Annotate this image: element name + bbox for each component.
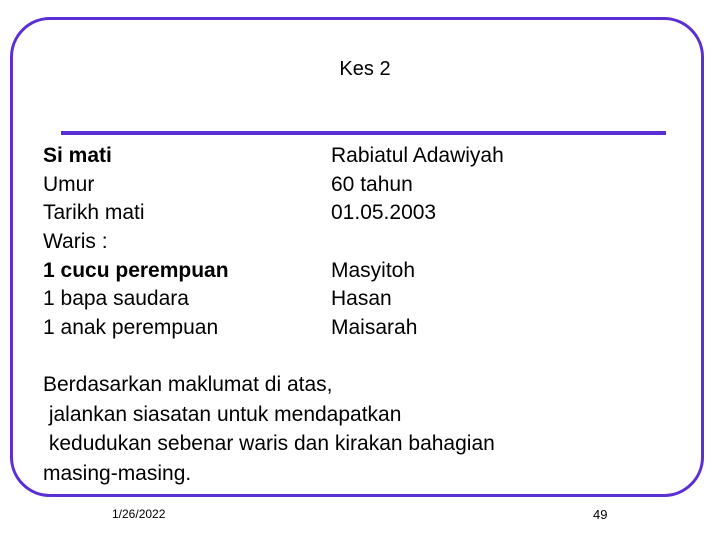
- slide-title: Kes 2: [339, 58, 391, 80]
- page-number: 49: [593, 507, 608, 522]
- instruction-text: [43, 370, 495, 488]
- label-tarikh-mati: Tarikh mati: [43, 201, 145, 225]
- value-tarikh-mati: 01.05.2003: [331, 201, 437, 225]
- value-cucu-perempuan: Masyitoh: [331, 258, 416, 282]
- value-anak-perempuan: Maisarah: [331, 316, 418, 340]
- label-anak-perempuan: 1 anak perempuan: [43, 316, 219, 340]
- instruction-line: kedudukan sebenar waris dan kirakan bahagian: [43, 432, 495, 455]
- title-divider: [61, 131, 666, 135]
- label-bapa-saudara: 1 bapa saudara: [43, 287, 189, 311]
- value-column: [331, 142, 504, 343]
- label-si-mati: Si mati: [43, 144, 112, 167]
- label-umur: Umur: [43, 172, 95, 196]
- value-waris-blank: [331, 228, 504, 257]
- instruction-line: jalankan siasatan untuk mendapatkan: [43, 402, 402, 426]
- footer-date: 1/26/2022: [112, 507, 166, 521]
- instruction-line: masing-masing.: [43, 461, 192, 485]
- label-waris: Waris :: [43, 230, 108, 254]
- value-bapa-saudara: Hasan: [331, 287, 392, 311]
- value-umur: 60 tahun: [331, 172, 413, 196]
- label-column: [43, 142, 229, 343]
- value-si-mati: Rabiatul Adawiyah: [331, 144, 504, 167]
- label-cucu-perempuan: 1 cucu perempuan: [43, 258, 229, 282]
- instruction-line: Berdasarkan maklumat di atas,: [43, 373, 333, 396]
